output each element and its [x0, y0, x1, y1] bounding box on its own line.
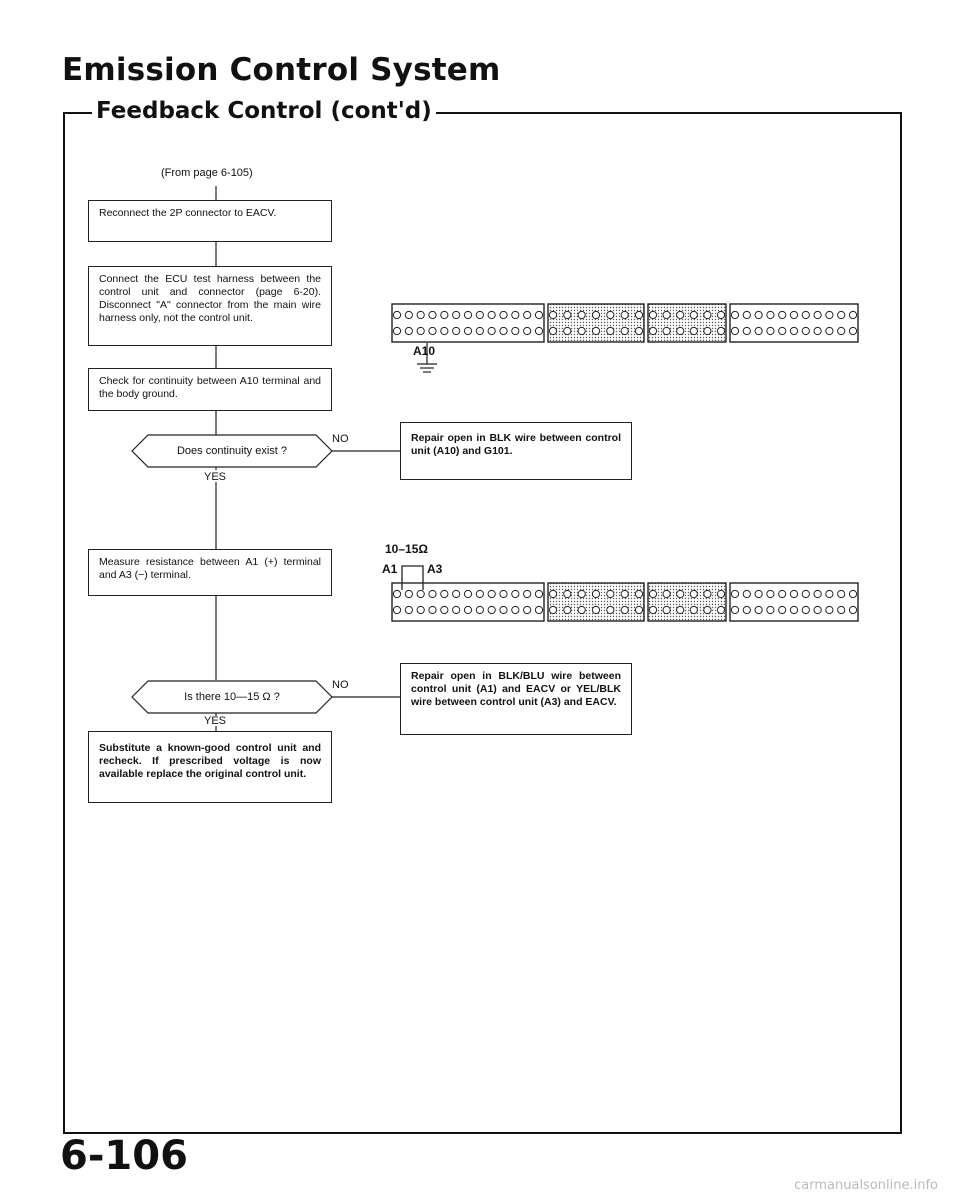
section-title: Feedback Control (cont'd)	[92, 98, 436, 124]
connector-a-diagram-1	[392, 304, 858, 342]
step-reconnect-2p: Reconnect the 2P connector to EACV.	[88, 200, 332, 242]
decision-resistance-yes: YES	[204, 715, 227, 727]
from-page-note: (From page 6-105)	[161, 167, 253, 179]
decision-resistance: Is there 10—15 Ω ?	[184, 691, 280, 703]
decision-resistance-no: NO	[332, 679, 349, 691]
repair-blk-blu-wire: Repair open in BLK/BLU wire between control unit (A1) and EACV or YEL/BLK wire between control unit (A3) and EACV.	[400, 663, 632, 735]
pin-a3-label: A3	[427, 562, 443, 576]
connector-a-diagram-2	[392, 583, 858, 621]
step-connect-harness: Connect the ECU test harness between the control unit and connector (page 6-20). Disconnect "A" connector from the main wire harness only, not the control unit.	[88, 266, 332, 346]
page-number: 6-106	[60, 1133, 188, 1179]
step-check-continuity: Check for continuity between A10 terminal and the body ground.	[88, 368, 332, 411]
decision-continuity-no: NO	[332, 433, 349, 445]
watermark: carmanualsonline.info	[794, 1178, 938, 1193]
page-title: Emission Control System	[62, 52, 501, 88]
repair-blk-wire: Repair open in BLK wire between control unit (A10) and G101.	[400, 422, 632, 480]
pin-a1-label: A1	[382, 562, 398, 576]
step-measure-resistance: Measure resistance between A1 (+) terminal and A3 (−) terminal.	[88, 549, 332, 596]
step-substitute-control-unit: Substitute a known-good control unit and recheck. If prescribed voltage is now available replace the original control unit.	[88, 731, 332, 803]
decision-continuity: Does continuity exist ?	[176, 445, 288, 457]
decision-continuity-yes: YES	[204, 471, 227, 483]
resistance-label: 10–15Ω	[385, 542, 428, 556]
terminal-a10-label: A10	[413, 344, 436, 358]
